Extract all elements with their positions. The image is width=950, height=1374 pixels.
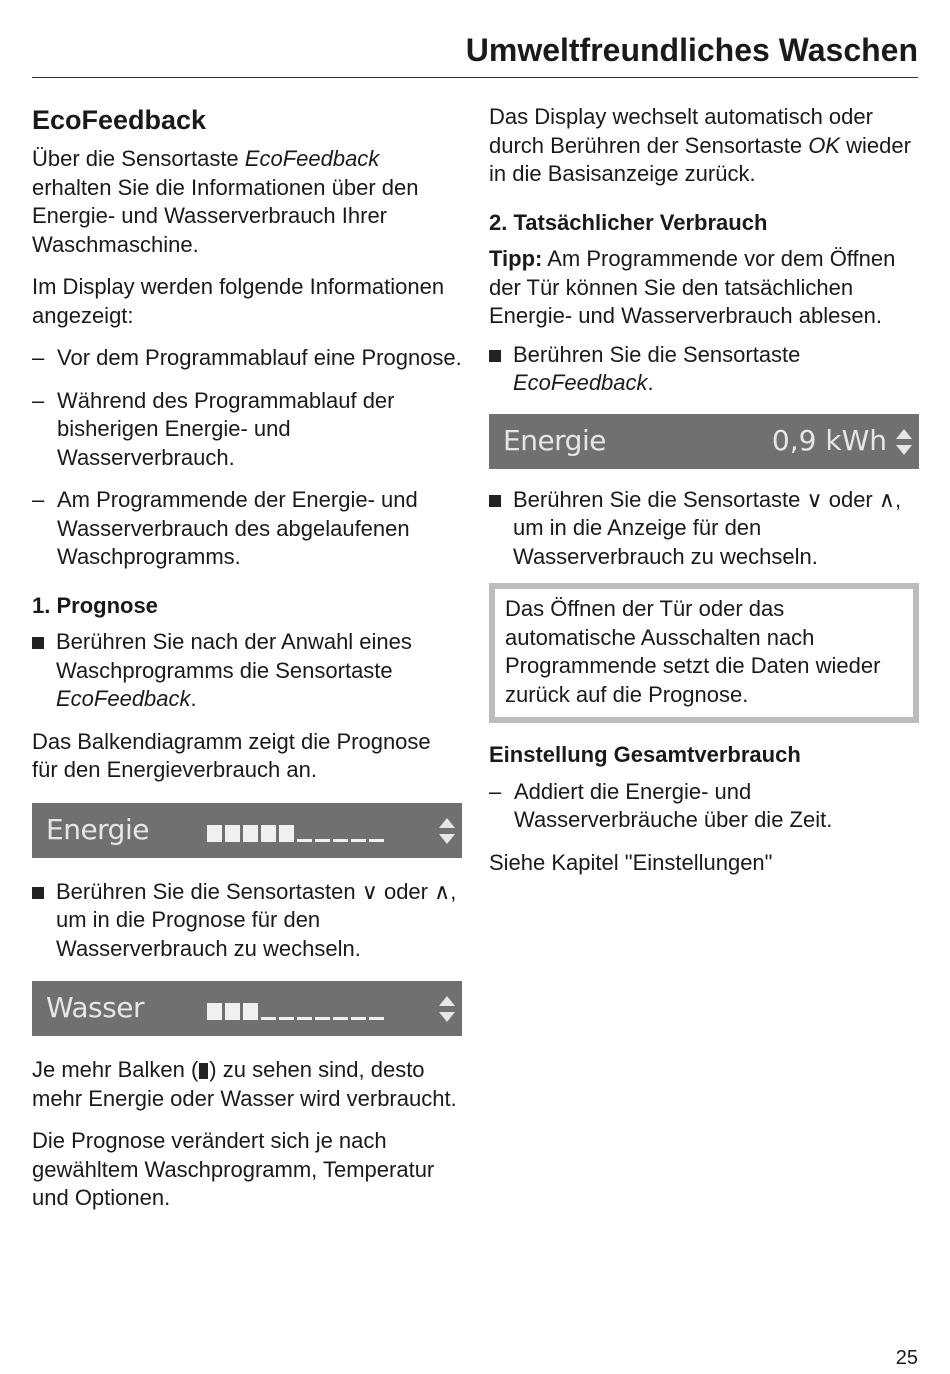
list-item: – Addiert die Energie- und Wasserverbräuche über die Zeit. <box>489 778 833 832</box>
bar-segment-empty <box>297 1017 312 1020</box>
instruction-item: Berühren Sie nach der Anwahl eines Waschprogramms die Sensortaste EcoFeedback. <box>32 628 462 714</box>
list-item: – Vor dem Programmablauf eine Prognose. <box>32 344 462 373</box>
header-divider <box>32 77 918 78</box>
bullet-square-icon <box>32 887 44 899</box>
bar-segment-empty <box>261 1017 276 1020</box>
note-text: Das Öffnen der Tür oder das automatische Ausschalten nach Programmende setzt die Daten wieder zurück auf die Prognose. <box>505 596 881 707</box>
display-energy-actual <box>489 414 919 469</box>
display-label: Energie <box>503 423 606 457</box>
display-energy-prognosis <box>32 803 462 858</box>
instruction-item: Berühren Sie die Sensortaste ∨ oder ∧, um in die Anzeige für den Wasserverbrauch zu wechseln. <box>489 486 919 572</box>
dash-marker: – <box>32 345 45 370</box>
bar-chart-description: Das Balkendiagramm zeigt die Prognose für den Energieverbrauch an. <box>32 728 431 782</box>
up-down-arrows-icon <box>895 428 913 456</box>
dash-marker: – <box>32 487 45 512</box>
bar-segment-filled <box>207 825 222 842</box>
bar-segment-empty <box>369 839 384 842</box>
tip-paragraph: Tipp: Am Programmende vor dem Öffnen der Tür können Sie den tatsächlichen Energie- und Wasserverbrauch ablesen. <box>489 246 896 328</box>
up-down-arrows-icon <box>438 995 456 1023</box>
list-item: – Während des Programmablauf der bisherigen Energie- und Wasserverbrauch. <box>32 387 395 470</box>
bar-segment-empty <box>369 1017 384 1020</box>
bullet-square-icon <box>32 637 44 649</box>
bar-segment-empty <box>315 839 330 842</box>
bar-segment-empty <box>279 1017 294 1020</box>
subheading-total-consumption: Einstellung Gesamtverbrauch <box>489 742 801 767</box>
bar-segment-empty <box>333 1017 348 1020</box>
note-box <box>489 583 919 723</box>
display-value: 0,9 kWh <box>771 423 887 457</box>
instruction-item: Berühren Sie die Sensortaste EcoFeedback. <box>489 341 919 398</box>
display-intro-paragraph: Im Display werden folgende Informationen angezeigt: <box>32 274 445 328</box>
subheading-actual-consumption: 2. Tatsächlicher Verbrauch <box>489 209 768 235</box>
prognosis-bars <box>207 820 387 842</box>
bar-segment-empty <box>351 1017 366 1020</box>
prognosis-change-paragraph: Die Prognose verändert sich je nach gewähltem Waschprogramm, Temperatur und Optionen. <box>32 1128 435 1210</box>
bar-segment-filled <box>243 825 258 842</box>
display-label: Energie <box>46 812 149 846</box>
bar-segment-empty <box>333 839 348 842</box>
page-title: Umweltfreundliches Waschen <box>465 32 918 68</box>
right-column <box>489 103 919 891</box>
bar-segment-empty <box>297 839 312 842</box>
bar-segment-filled <box>225 1003 240 1020</box>
display-label: Wasser <box>46 991 144 1024</box>
list-item: – Am Programmende der Energie- und Wasserverbrauch des abgelaufenen Waschprogramms. <box>32 487 418 569</box>
subheading-prognose: 1. Prognose <box>32 592 158 618</box>
dash-marker: – <box>32 387 45 413</box>
prognosis-bars <box>207 998 387 1020</box>
display-water-prognosis <box>32 981 462 1036</box>
left-column <box>32 103 462 1227</box>
dash-marker: – <box>489 778 502 804</box>
bar-block-icon <box>199 1063 208 1079</box>
see-chapter-paragraph: Siehe Kapitel "Einstellungen" <box>489 849 773 875</box>
page-number: 25 <box>895 1347 918 1369</box>
intro-paragraph: Über die Sensortaste EcoFeedback erhalten Sie die Informationen über den Energie- und Wasserverbrauch Ihrer Waschmaschine. <box>32 146 419 257</box>
return-paragraph: Das Display wechselt automatisch oder durch Berühren der Sensortaste OK wieder in die Basisanzeige zurück. <box>489 104 911 186</box>
bar-segment-filled <box>261 825 276 842</box>
up-down-arrows-icon <box>438 817 456 845</box>
bar-segment-filled <box>225 825 240 842</box>
bar-explanation-paragraph: Je mehr Balken ( ) zu sehen sind, desto mehr Energie oder Wasser wird verbraucht. <box>32 1057 457 1111</box>
bar-segment-empty <box>351 839 366 842</box>
bar-segment-empty <box>315 1017 330 1020</box>
bar-segment-filled <box>279 825 294 842</box>
instruction-item: Berühren Sie die Sensortasten ∨ oder ∧, um in die Prognose für den Wasserverbrauch zu wechseln. <box>32 878 462 964</box>
bar-segment-filled <box>243 1003 258 1020</box>
bullet-square-icon <box>489 495 501 507</box>
bullet-square-icon <box>489 350 501 362</box>
section-heading-ecofeedback: EcoFeedback <box>32 105 207 135</box>
bar-segment-filled <box>207 1003 222 1020</box>
